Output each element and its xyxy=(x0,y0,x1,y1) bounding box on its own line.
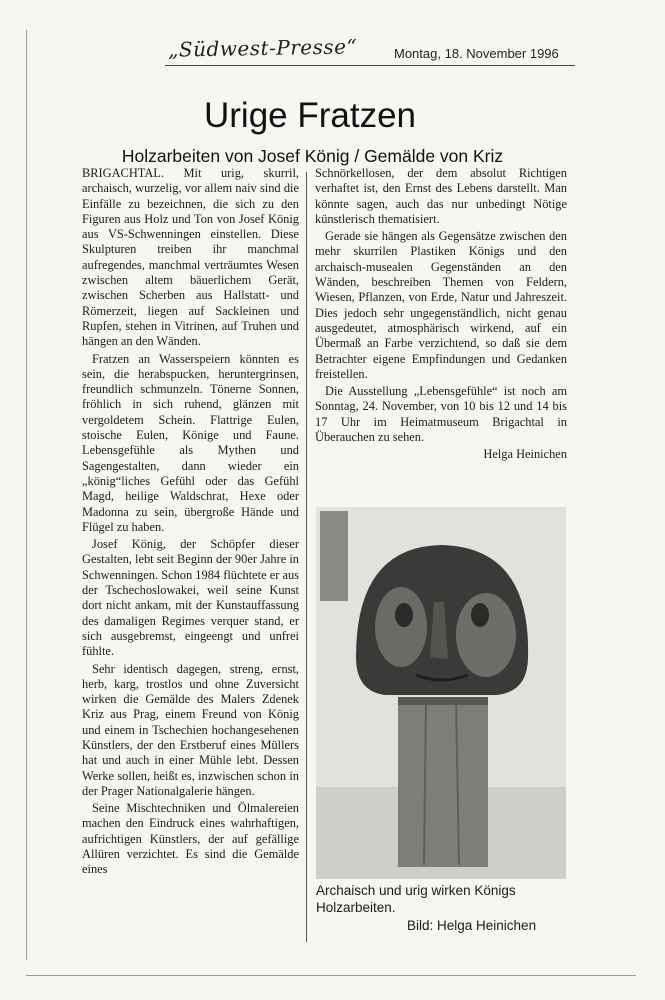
header-rule xyxy=(165,65,575,66)
article-column-right xyxy=(315,166,567,463)
scan-edge-line xyxy=(26,30,27,960)
photo-credit: Bild: Helga Heinichen xyxy=(407,918,537,933)
paragraph: Gerade sie hängen als Gegensätze zwischen den mehr skurrilen Plastiken Königs und den archaisch-musealen Gegenständen an den Wänden, beschreiben Themen von Feldern, Wiesen, Pflanzen, von Erde, Natur und Jahreszeit. Dies jedoch sehr ungegenständlich, nicht genau ausgedeutet, atmosphärisch wirkend, auf ein Übermaß an Farbe verzichtend, so daß sie dem Betrachter eigene Empfindungen und Gedanken freistellen. xyxy=(315,229,567,381)
paragraph: Sehr identisch dagegen, streng, ernst, herb, karg, trostlos und ohne Zuversicht wirken die Gemälde des Malers Zdenek Kriz aus Prag, einem Freund von König und einem in Tschechien hochangesehenen Künstlers, der den Erstberuf eines Müllers hat und auch in einer Mühle lebt. Dessen Werke sollen, heißt es, inzwischen schon in der Prager Nationalgalerie hängen. xyxy=(82,661,299,798)
photo-caption: Archaisch und urig wirken Königs Holzarbeiten. xyxy=(316,883,516,915)
publication-date: Montag, 18. November 1996 xyxy=(394,46,559,61)
paragraph: Seine Mischtechniken und Ölmalereien machen den Eindruck eines wahrhaftigen, aufrichtigen Künstlers, der auf gefällige Allüren verzichtet. Es sind die Gemälde eines xyxy=(82,801,299,877)
sculpture-photo xyxy=(316,507,566,879)
handwritten-publication-name: „Südwest-Presse“ xyxy=(167,34,358,62)
scan-bottom-line xyxy=(26,975,636,976)
column-divider xyxy=(306,172,307,942)
paragraph: Schnörkellosen, der dem absolut Richtigen verhaftet ist, den Ernst des Lebens darstellt. Man könnte sagen, auch das nur unbedingt Nötige künstlerisch thematisiert. xyxy=(315,166,567,226)
carved-head-sculpture-image xyxy=(316,507,566,879)
paragraph: Fratzen an Wasserspeiern könnten es sein, die herabspucken, heruntergrinsen, freundlich schmunzeln. Tönerne Sonnen, fröhlich in sich ruhend, glänzen mit vergoldetem Schein. Flattrige Eulen, stoische Eulen, Könige und Faune. Lebensgefühle als Mythen und Sagengestalten, dann wieder ein „könig“liches Gefühl oder das Gefühl Magd, heilige Waldschrat, Hexe oder Madonna zu sein, übergroße Hände und Flügel zu haben. xyxy=(82,351,299,534)
article-title: Urige Fratzen xyxy=(203,96,417,135)
paragraph: Josef König, der Schöpfer dieser Gestalten, lebt seit Beginn der 90er Jahre in Schwenningen. Schon 1984 flüchtete er aus der Tschechoslowakei, weil seine Kunst dort nicht ankam, mit der Kunstauffassung des damaligen Regimes verquer stand, er sich ausgebremst, eingeengt und unfrei fühlte. xyxy=(82,537,299,659)
article-subtitle: Holzarbeiten von Josef König / Gemälde von Kriz xyxy=(121,146,504,166)
paragraph: BRIGACHTAL. Mit urig, skurril, archaisch, wurzelig, vor allem naiv sind die Einfälle zu bezeichnen, die sich zu den Figuren aus Holz und Ton von Josef König aus VS-Schwenningen einstellen. Diese Skulpturen treiben ihr manchmal aufregendes, manchmal verträumtes Wesen zwischen altem bäuerlichem Gerät, zwischen Scherben aus Hallstatt- und Römerzeit, liegen auf Sackleinen und Rupfen, stehen in Vitrinen, auf Truhen und hängen an den Wänden. xyxy=(82,166,299,349)
paragraph: Die Ausstellung „Lebensgefühle“ ist noch am Sonntag, 24. November, von 10 bis 12 und 14 bis 17 Uhr im Heimatmuseum Brigachtal in Überauchen zu sehen. xyxy=(315,384,567,445)
article-column-left xyxy=(82,166,299,880)
article-author: Helga Heinichen xyxy=(483,447,567,462)
